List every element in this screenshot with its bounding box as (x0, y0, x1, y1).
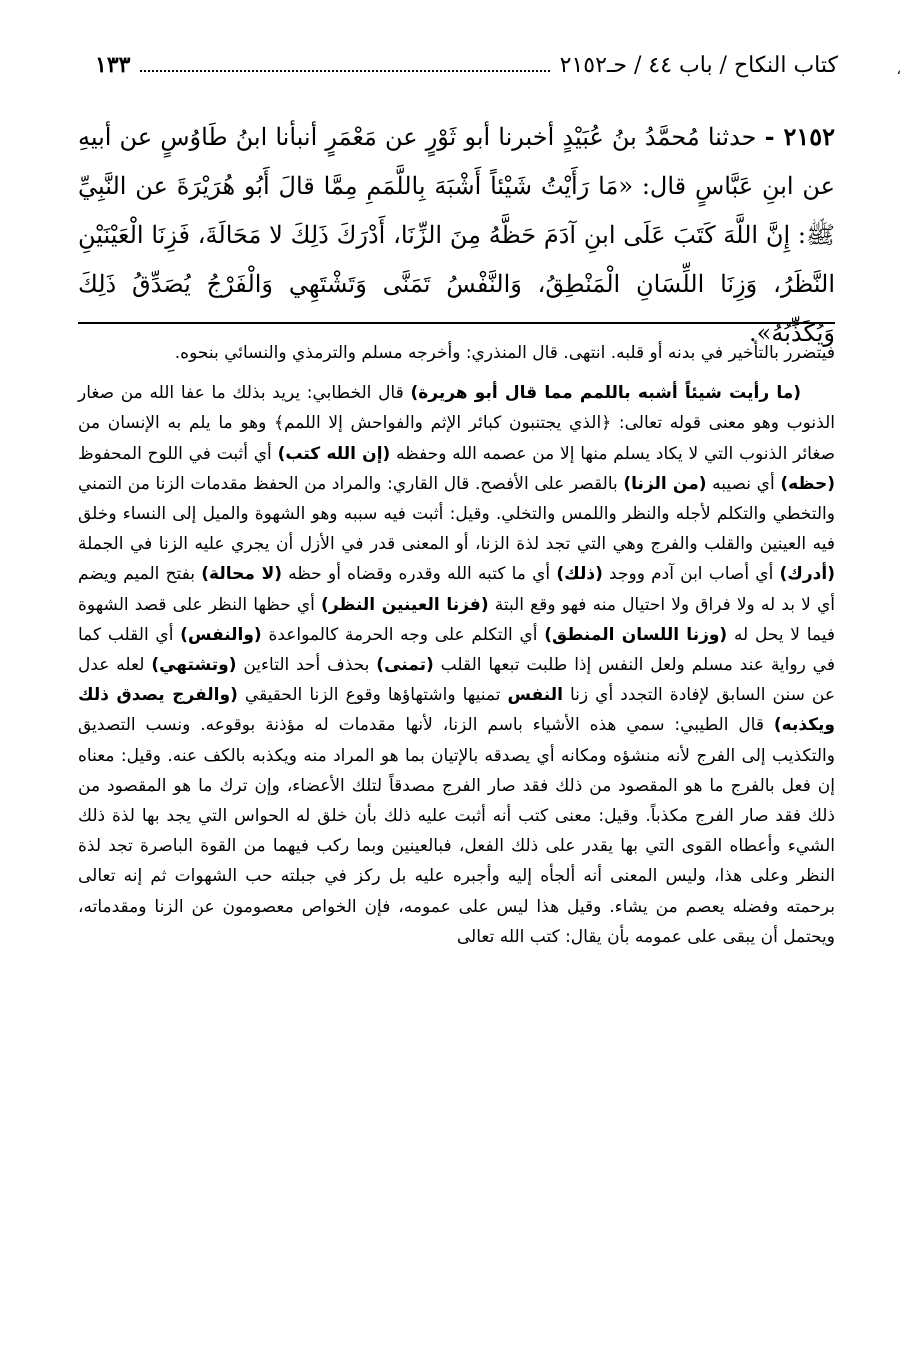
hadith-body: حدثنا مُحمَّدُ بنُ عُبَيْدٍ أخبرنا أبو ثَوْرٍ عن مَعْمَرٍ أنبأنا ابنُ طَاوُسٍ عن أبيهِ عن ابنِ عَبَّاسٍ قال: «مَا رَأَيْتُ شَيْئاً أَشْبَهَ بِاللَّمَمِ مِمَّا قالَ أَبُو هُرَيْرَةَ عن النَّبِيِّ ﷺ: إِنَّ اللَّهَ كَتَبَ عَلَى ابنِ آدَمَ حَظَّهُ مِنَ الزِّنَا، أَدْرَكَ ذَلِكَ لا مَحَالَةَ، فَزِنَا الْعَيْنَيْنِ النَّظَرُ، وَزِنَا اللِّسَانِ الْمَنْطِقُ، وَالنَّفْسُ تَمَنَّى وَتَشْتَهِي وَالْفَرْجُ يُصَدِّقُ ذَلِكَ وَيُكَذِّبُهُ». (78, 123, 835, 347)
commentary-text: أي نصيبه (706, 473, 781, 494)
matn-quote: (وزنا اللسان المنطق) (544, 624, 728, 645)
commentary-text: أي حظها النظر على قصد الشهوة فيما لا يحل له (78, 594, 835, 645)
matn-quote: (حظه) (780, 473, 835, 494)
footnote-divider (78, 322, 835, 324)
commentary-text: أي أصاب ابن آدم ووجد (602, 564, 780, 585)
running-header (95, 52, 838, 92)
commentary-paragraph (78, 378, 835, 952)
commentary-text: أي التكلم على وجه الحرمة كالمواعدة (261, 624, 545, 645)
margin-mark: ، (896, 62, 901, 78)
commentary-text: وهو ما يلم به الإنسان من صغائر الذنوب التي لا يكاد يسلم منها إلا من عصمه الله وحفظه (78, 413, 835, 464)
commentary-text: لعله عدل عن سنن السابق لإفادة التجدد أي زنا (78, 655, 835, 706)
commentary-text: بحذف أحد التاءين (236, 655, 377, 676)
matn-quote: (فزنا العينين النظر) (321, 594, 489, 615)
matn-quote: (أدرك) (779, 564, 835, 585)
commentary-text: بفتح الميم ويضم أي لا بد له ولا فراق ولا احتيال منه فهو وقع البتة (78, 564, 835, 615)
commentary-text: أي أثبت في اللوح المحفوظ (78, 443, 278, 464)
commentary-text: قال الخطابي: يريد بذلك ما عفا الله من صغار الذنوب وهو معنى قوله تعالى: (78, 383, 835, 434)
commentary-text: قال الطيبي: سمي هذه الأشياء باسم الزنا، لأنها مقدمات له مؤذنة بوقوعه. ونسب التصديق والتكذيب إلى الفرج لأنه منشؤه ومكانه أي يصدقه بالإتيان بما هو المراد منه ويكذبه بالكف عنه. وقيل: معناه إن فعل بالفرج ما هو المقصود من ذلك فقد صار الفرج مصدقاً لتلك الأعضاء، وإن ترك ما هو المقصود من ذلك فقد صار الفرج مكذباً. وقيل: معنى كتب أنه أثبت عليه ذلك بأن خلق له الحواس التي يجد بها لذة ذلك الشيء وأعطاه القوى التي بها يقدر على ذلك الفعل، فبالعينين وبما ركب فيهما من القوة الباصرة تجد لذة النظر وعلى هذا، وليس المعنى أنه ألجأه إليه وأجبره عليه بل ركز في جبلته حب الشهوات ثم إنه تعالى برحمته وفضله يعصم من يشاء. وقيل هذا ليس على عمومه، فإن الخواص معصومون عن الزنا ومقدماته، ويحتمل أن يبقى على عمومه بأن يقال: كتب الله تعالى (78, 715, 835, 947)
matn-quote: (إن الله كتب) (277, 443, 391, 464)
matn-quote: (لا محالة) (201, 564, 283, 585)
commentary-text: أي ما كتبه الله وقدره وقضاه أو حظه (282, 564, 557, 585)
quran-quote: ﴿الذي يجتنبون كبائر الإثم والفواحش إلا اللمم﴾ (274, 413, 612, 434)
matn-quote: (ما رأيت شيئاً أشبه باللمم مما قال أبو هريرة) (410, 383, 801, 404)
header-dot-leader (140, 70, 549, 72)
matn-quote: (تمنى) (376, 655, 434, 676)
matn-quote: (والفرج يصدق ذلك ويكذبه) (78, 685, 835, 736)
commentary-paragraph: فيتضرر بالتأخير في بدنه أو قلبه. انتهى. قال المنذري: وأخرجه مسلم والترمذي والنسائي بنحوه. (174, 343, 835, 363)
matn-quote: (وتشتهي) (151, 655, 237, 676)
matn-quote: (والنفس) (180, 624, 262, 645)
commentary-text: بالقصر على الأفصح. قال القاري: والمراد من الحفظ مقدمات الزنا من التمني والتخطي والتكلم لأجله والنظر واللمس والتخلي. وقيل: أثبت فيه سببه وهو الشهوة والميل إلى النساء وخلق فيه العينين والقلب والفرج وهي التي تجد لذة الزنا، أو المعنى قدر في الأزل أن يجري عليه الزنا في الجملة (78, 473, 835, 555)
header-title: كتاب النكاح / باب ٤٤ / حـ٢١٥٢ (559, 53, 838, 78)
commentary-section (78, 338, 835, 952)
matn-quote: (من الزنا) (623, 473, 707, 494)
page-number: ١٣٣ (95, 52, 131, 78)
matn-quote: (ذلك) (556, 564, 603, 585)
commentary-text: أي القلب كما في رواية عند مسلم ولعل النفس إذا طلبت تبعها القلب (78, 624, 835, 676)
commentary-text: تمنيها واشتهاؤها وقوع الزنا الحقيقي (237, 685, 508, 706)
hadith-number: ٢١٥٢ - (764, 122, 835, 151)
matn-quote: النفس (507, 685, 563, 706)
